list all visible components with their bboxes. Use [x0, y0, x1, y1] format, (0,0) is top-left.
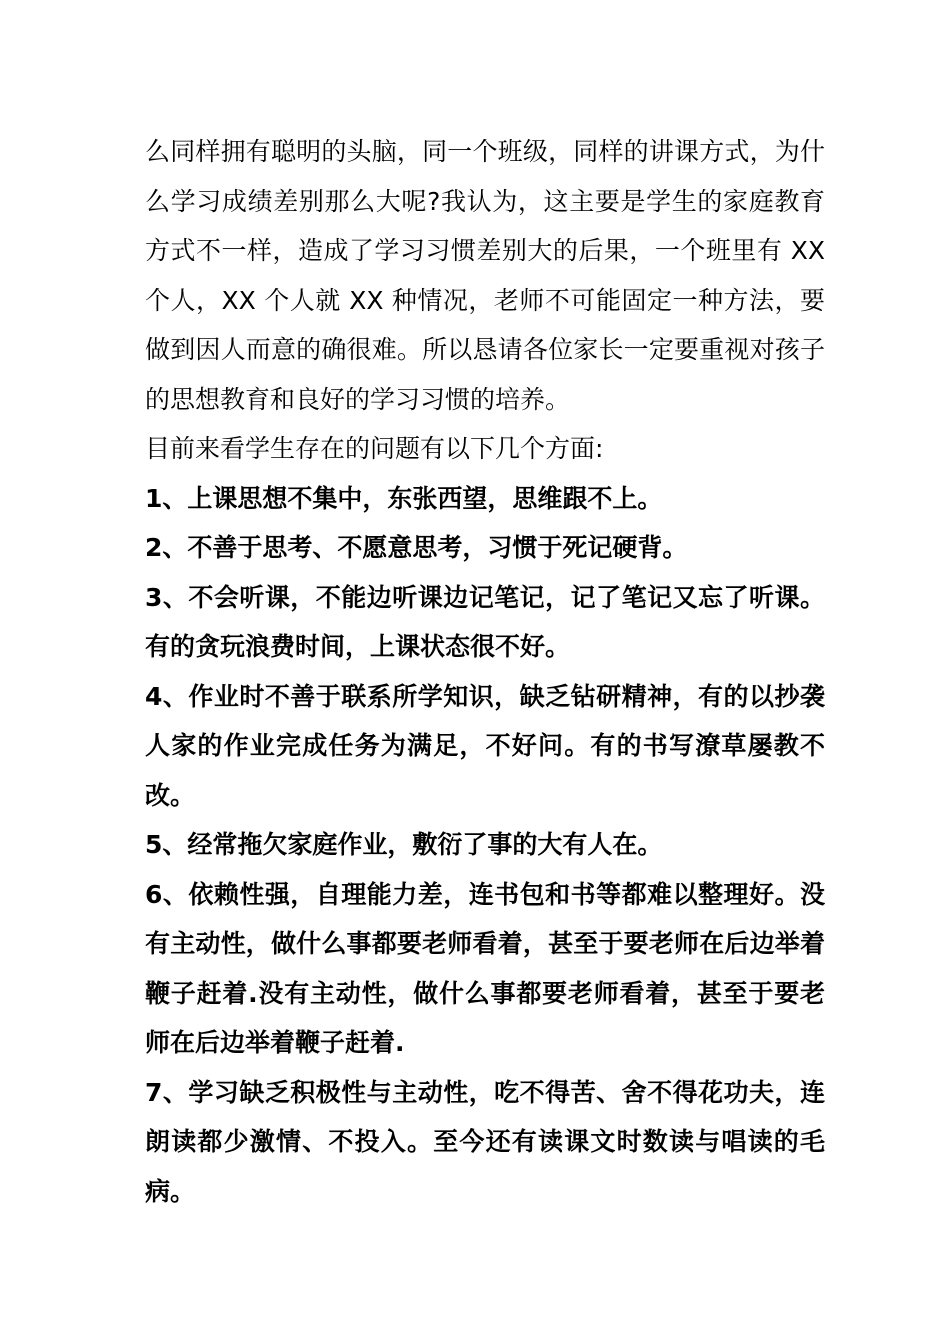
problem-item-2: 2、不善于思考、不愿意思考，习惯于死记硬背。	[145, 533, 688, 562]
problem-item-4: 4、作业时不善于联系所学知识，缺乏钻研精神，有的以抄袭人家的作业完成任务为满足，不好问。有的书写潦草屡教不改。	[145, 681, 825, 810]
problem-item-6: 6、依赖性强，自理能力差，连书包和书等都难以整理好。没有主动性，做什么事都要老师看着，甚至于要老师在后边举着鞭子赶着.没有主动性，做什么事都要老师看着，甚至于要老师在后边举着鞭子赶着.	[145, 879, 825, 1057]
problems-lead-in: 目前来看学生存在的问题有以下几个方面:	[145, 434, 604, 463]
problem-item-5: 5、经常拖欠家庭作业，敷衍了事的大有人在。	[145, 830, 663, 859]
problem-item-3: 3、不会听课，不能边听课边记笔记，记了笔记又忘了听课。有的贪玩浪费时间，上课状态很不好。	[145, 582, 825, 661]
problem-item-7: 7、学习缺乏积极性与主动性，吃不得苦、舍不得花功夫，连朗读都少激情、不投入。至今还有读课文时数读与唱读的毛病。	[145, 1077, 825, 1206]
document-body	[145, 127, 825, 1216]
intro-paragraph: 么同样拥有聪明的头脑，同一个班级，同样的讲课方式，为什么学习成绩差别那么大呢?我认为，这主要是学生的家庭教育方式不一样，造成了学习习惯差别大的后果，一个班里有 XX 个人，XX 个人就 XX 种情况，老师不可能固定一种方法，要做到因人而意的确很难。所以恳请各位家长一定要重视对孩子的思想教育和良好的学习习惯的培养。	[145, 137, 825, 414]
problem-item-1: 1、上课思想不集中，东张西望，思维跟不上。	[145, 483, 663, 513]
